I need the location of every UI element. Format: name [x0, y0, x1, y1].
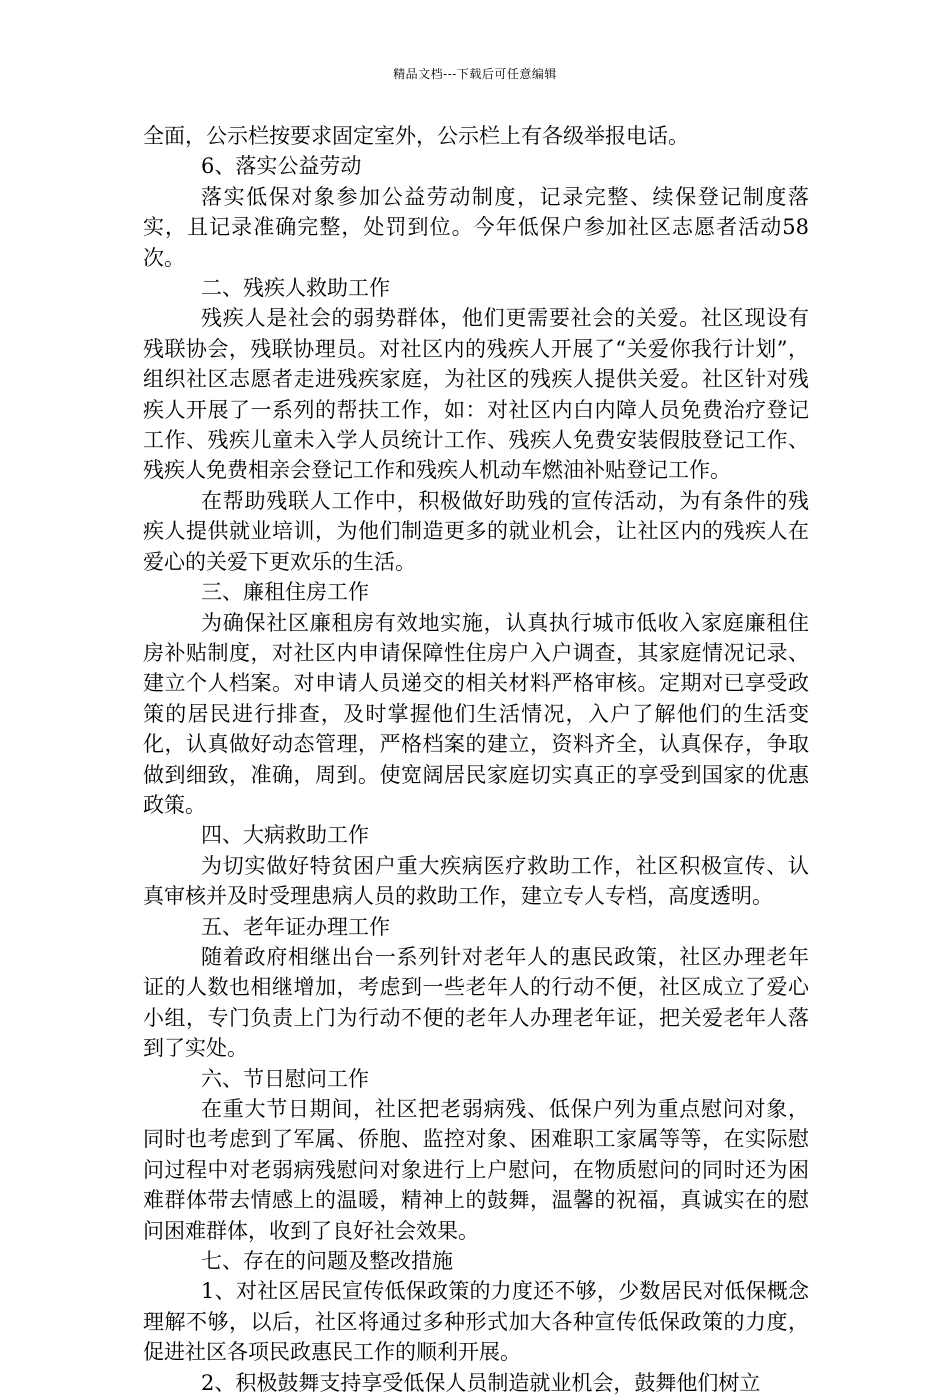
paragraph: 残疾人是社会的弱势群体，他们更需要社会的关爱。社区现设有残联协会，残联协理员。对社区内的残疾人开展了“关爱你我行计划”，组织社区志愿者走进残疾家庭，为社区的残疾人提供关爱。社区针对残疾人开展了一系列的帮扶工作，如：对社区内白内障人员免费治疗登记工作、残疾儿童未入学人员统计工作、残疾人免费安装假肢登记工作、残疾人免费相亲会登记工作和残疾人机动车燃油补贴登记工作。: [143, 306, 809, 483]
paragraph: 全面，公示栏按要求固定室外，公示栏上有各级举报电话。: [143, 124, 689, 148]
paragraph: 落实低保对象参加公益劳动制度，记录完整、续保登记制度落实，且记录准确完整，处罚到位。今年低保户参加社区志愿者活动58次。: [143, 184, 809, 270]
paragraph: 为确保社区廉租房有效地实施，认真执行城市低收入家庭廉租住房补贴制度，对社区内申请保障性住房户入户调查，其家庭情况记录、建立个人档案。对申请人员递交的相关材料严格审核。定期对已享受政策的居民进行排查，及时掌握他们生活情况，入户了解他们的生活变化，认真做好动态管理，严格档案的建立，资料齐全，认真保存，争取做到细致，准确，周到。使宽阔居民家庭切实真正的享受到国家的优惠政策。: [143, 610, 809, 817]
paragraph: 在帮助残联人工作中，积极做好助残的宣传活动，为有条件的残疾人提供就业培训，为他们制造更多的就业机会，让社区内的残疾人在爱心的关爱下更欢乐的生活。: [143, 488, 809, 574]
paragraph: 在重大节日期间，社区把老弱病残、低保户列为重点慰问对象，同时也考虑到了军属、侨胞、监控对象、困难职工家属等等，在实际慰问过程中对老弱病残慰问对象进行上户慰问，在物质慰问的同时还为困难群体带去情感上的温暖，精神上的鼓舞，温馨的祝福，真诚实在的慰问困难群体，收到了良好社会效果。: [143, 1097, 809, 1243]
paragraph: 为切实做好特贫困户重大疾病医疗救助工作，社区积极宣传、认真审核并及时受理患病人员的救助工作，建立专人专档，高度透明。: [143, 853, 809, 909]
paragraph: 随着政府相继出台一系列针对老年人的惠民政策，社区办理老年证的人数也相继增加，考虑到一些老年人的行动不便，社区成立了爱心小组，专门负责上门为行动不便的老年人办理老年证，把关爱老年人落到了实处。: [143, 944, 809, 1061]
paragraph: 2、积极鼓舞支持享受低保人员制造就业机会，鼓舞他们树立: [201, 1370, 761, 1395]
section-heading: 二、残疾人救助工作: [201, 276, 390, 301]
section-heading: 七、存在的问题及整改措施: [201, 1249, 453, 1274]
document-body: [143, 121, 809, 1398]
paragraph: 1、对社区居民宣传低保政策的力度还不够，少数居民对低保概念理解不够，以后，社区将通过多种形式加大各种宣传低保政策的力度，促进社区各项民政惠民工作的顺利开展。: [143, 1279, 809, 1365]
page-header: 精品文档---下载后可任意编辑: [393, 67, 557, 81]
section-heading: 六、节日慰问工作: [201, 1066, 369, 1091]
section-heading: 三、廉租住房工作: [201, 580, 369, 605]
section-heading: 6、落实公益劳动: [201, 154, 362, 179]
section-heading: 五、老年证办理工作: [201, 914, 390, 939]
section-heading: 四、大病救助工作: [201, 823, 369, 848]
